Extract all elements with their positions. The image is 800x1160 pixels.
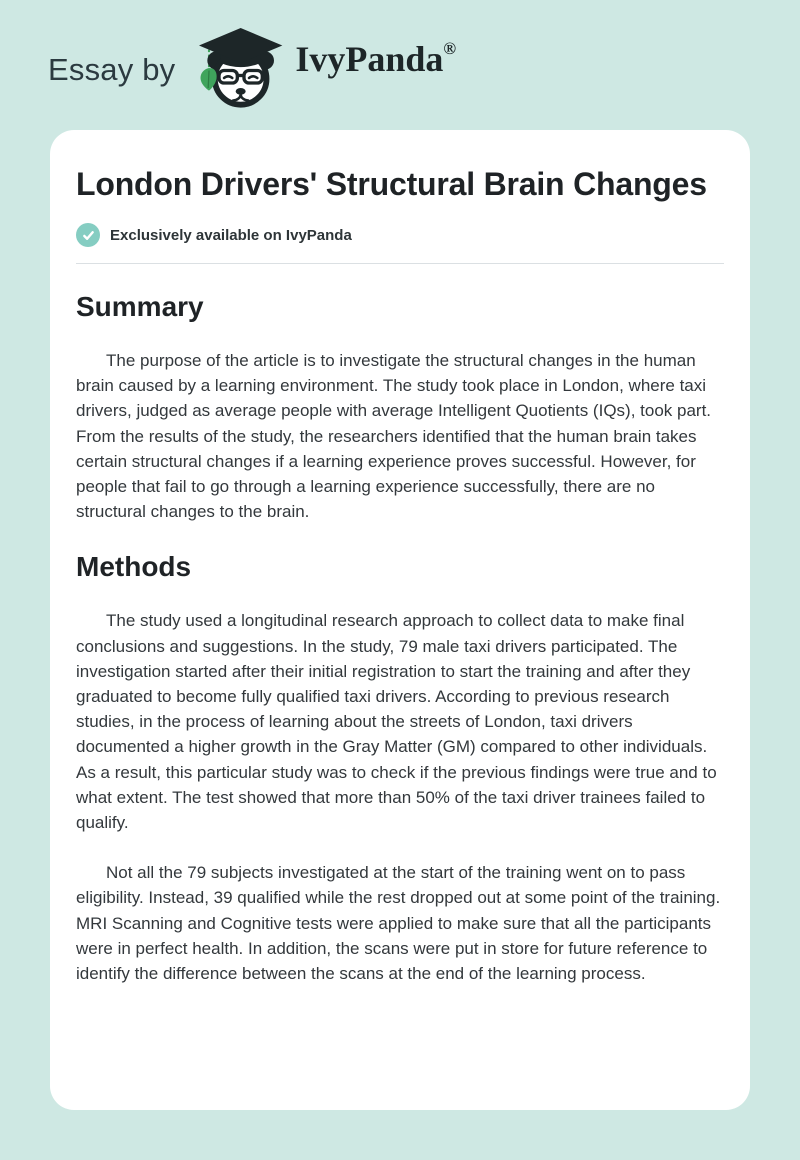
registered-trademark-symbol: ® (443, 39, 457, 58)
badge-label: Exclusively available on IvyPanda (110, 226, 352, 244)
essay-by-label: Essay by (48, 52, 176, 87)
essay-card (50, 130, 750, 1110)
brand-wordmark: IvyPanda (295, 39, 444, 79)
section-heading-methods: Methods (76, 551, 192, 583)
page-header (0, 0, 800, 130)
ivypanda-brand[interactable] (175, 27, 456, 113)
exclusive-badge (76, 223, 724, 247)
ivypanda-panda-logo (189, 23, 289, 113)
check-icon (76, 223, 100, 247)
page-title: London Drivers' Structural Brain Changes (76, 166, 707, 202)
methods-paragraph-1: The study used a longitudinal research approach to collect data to make final conclusions and suggestions. In the study, 79 male taxi drivers participated. The investigation started after their initial registration to start the training and after they graduated to become fully qualified taxi drivers. According to previous research studies, in the process of learning about the streets of London, taxi drivers documented a higher growth in the Gray Matter (GM) compared to other individuals. As a result, this particular study was to check if the previous findings were true and to what extent. The test showed that more than 50% of the taxi driver trainees failed to qualify. (76, 611, 717, 833)
section-heading-summary: Summary (76, 291, 204, 322)
leaf-vein (209, 71, 210, 89)
divider (76, 263, 724, 264)
methods-paragraph-2: Not all the 79 subjects investigated at the start of the training went on to pass eligibility. Instead, 39 qualified while the rest dropped out at some point of the training. MRI Scanning and Cognitive tests were applied to make sure that all the participants were in perfect health. In addition, the scans were put in store for future reference to identify the difference between the scans at the end of the learning process. (76, 863, 721, 984)
summary-paragraph: The purpose of the article is to investigate the structural changes in the human brain caused by a learning environment. The study took place in London, where taxi drivers, judged as average people with average Intelligent Quotients (IQs), took part. From the results of the study, the researchers identified that the human brain takes certain structural changes if a learning experience proves successful. However, for people that fail to go through a learning experience successfully, there are no structural changes to the brain. (76, 351, 712, 522)
